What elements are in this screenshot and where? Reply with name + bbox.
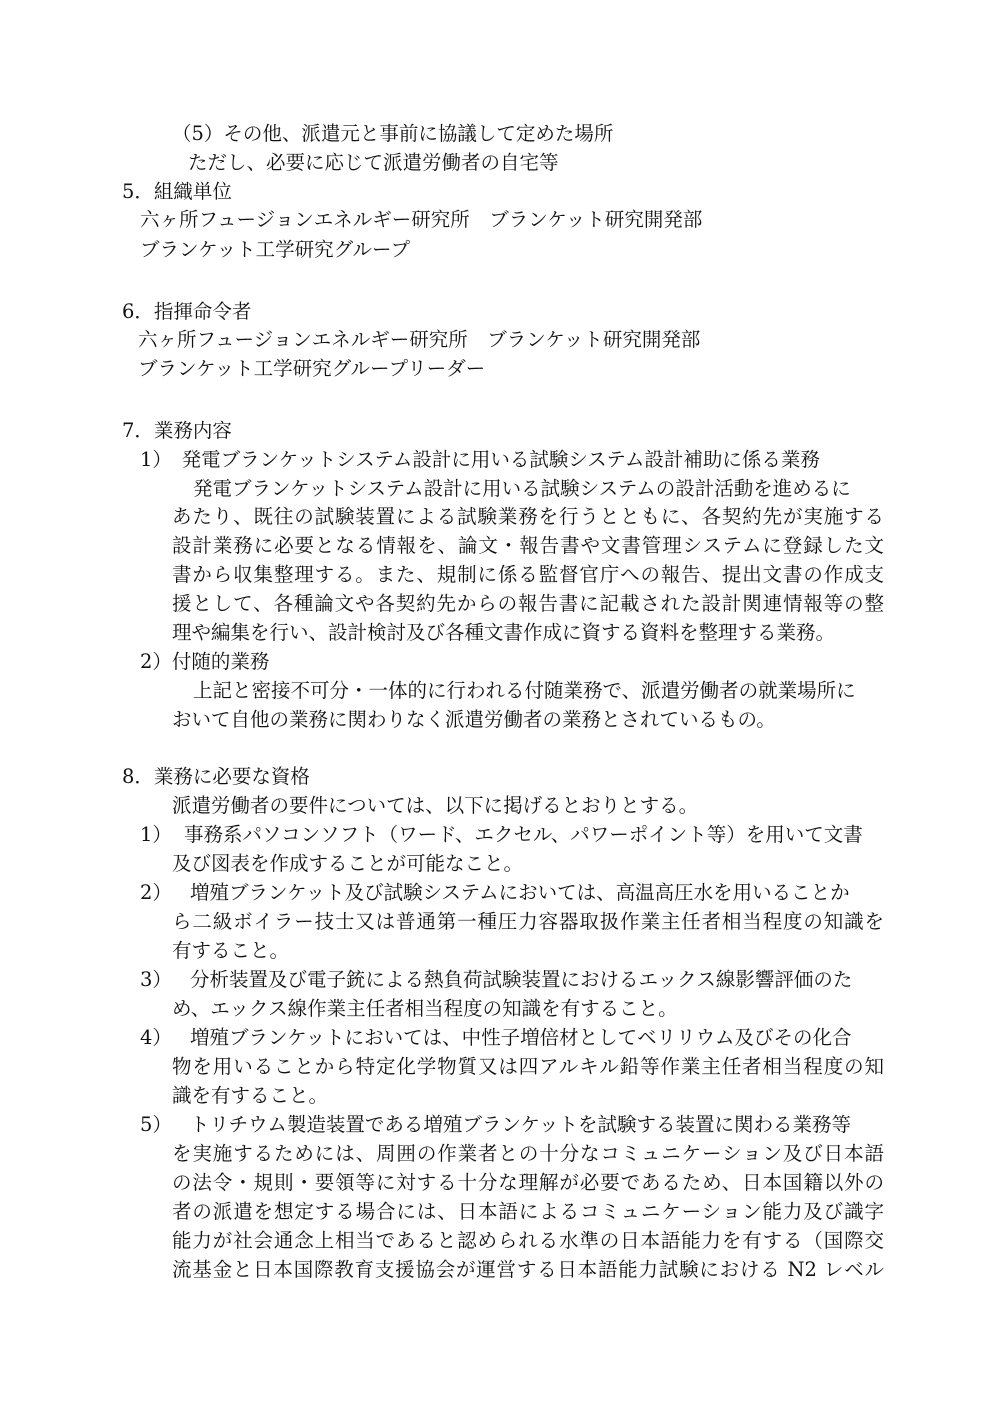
section8-item-line: を実施するためには、周囲の作業者との十分なコミュニケーション及び日本語 <box>172 1142 884 1165</box>
section7-item1-line: 設計業務に必要となる情報を、論文・報告書や文書管理システムに登録した文 <box>172 534 884 557</box>
section8-item-line: め、エックス線作業主任者相当程度の知識を有すること。 <box>172 997 678 1020</box>
section8-item-line: 物を用いることから特定化学物質又は四アルキル鉛等作業主任者相当程度の知 <box>172 1055 884 1078</box>
section8-item-line: 識を有すること。 <box>172 1084 329 1107</box>
section6-heading: 6．指揮命令者 <box>122 300 252 323</box>
section8-item-line: 事務系パソコンソフト（ワード、エクセル、パワーポイント等）を用いて文書 <box>184 823 863 846</box>
section8-heading: 8．業務に必要な資格 <box>122 765 310 788</box>
section6-line2: ブランケット工学研究グループリーダー <box>138 357 486 380</box>
section8-item-line: 者の派遣を想定する場合には、日本語によるコミュニケーション能力及び識字 <box>172 1200 884 1223</box>
section7-item1-line: あたり、既往の試験装置による試験業務を行うとともに、各契約先が実施する <box>172 505 884 528</box>
item4-note-text: ただし、必要に応じて派遣労働者の自宅等 <box>188 151 559 174</box>
section5-line2: ブランケット工学研究グループ <box>140 238 411 261</box>
section8-item-line: 分析装置及び電子銃による熱負荷試験装置におけるエックス線影響評価のた <box>190 968 853 991</box>
section7-item1-line: 援として、各種論文や各契約先からの報告書に記載された設計関連情報等の整 <box>172 592 884 615</box>
section7-item2-line: 上記と密接不可分・一体的に行われる付随業務で、派遣労働者の就業場所に <box>193 679 856 702</box>
section8-item-line: トリチウム製造装置である増殖ブランケットを試験する装置に関わる業務等 <box>190 1113 852 1136</box>
section5-line1: 六ヶ所フュージョンエネルギー研究所 ブランケット研究開発部 <box>140 208 703 231</box>
section8-item-label: 3） <box>140 968 172 991</box>
section7-item1-line: 理や編集を行い、設計検討及び各種文書作成に資する資料を整理する業務。 <box>172 621 836 644</box>
section8-item-line: 流基金と日本国際教育支援協会が運営する日本語能力試験における N2 レベル <box>172 1258 884 1281</box>
section7-item1-line: 発電ブランケットシステム設計に用いる試験システムの設計活動を進めるに <box>193 477 851 500</box>
section8-item-line: 有すること。 <box>172 939 290 962</box>
section7-item1-title: 1） 発電ブランケットシステム設計に用いる試験システム設計補助に係る業務 <box>140 448 820 471</box>
section7-heading: 7．業務内容 <box>122 419 232 442</box>
section8-item-label: 4） <box>140 1026 172 1049</box>
section8-item-line: 及び図表を作成することが可能なこと。 <box>172 852 524 875</box>
section8-item-label: 1） <box>140 823 172 846</box>
section8-item-label: 5） <box>140 1113 172 1136</box>
section8-item-line: 増殖ブランケット及び試験システムにおいては、高温高圧水を用いることか <box>190 881 850 904</box>
section8-item-label: 2） <box>140 881 172 904</box>
section8-item-line: 能力が社会通念上相当であると認められる水準の日本語能力を有する（国際交 <box>172 1229 884 1252</box>
item4-sub5-text: （5）その他、派遣元と事前に協議して定めた場所 <box>172 122 614 145</box>
section8-item-line: の法令・規則・要領等に対する十分な理解が必要であるため、日本国籍以外の <box>172 1171 884 1194</box>
section8-item-line: ら二級ボイラー技士又は普通第一種圧力容器取扱作業主任者相当程度の知識を <box>172 910 884 933</box>
section8-intro: 派遣労働者の要件については、以下に掲げるとおりとする。 <box>172 794 699 817</box>
section8-item-line: 増殖ブランケットにおいては、中性子増倍材としてベリリウム及びその化合 <box>190 1026 852 1049</box>
section7-item1-line: 書から収集整理する。また、規制に係る監督官庁への報告、提出文書の作成支 <box>172 563 884 586</box>
section5-heading: 5．組織単位 <box>122 180 232 203</box>
section7-item2-line: おいて自他の業務に関わりなく派遣労働者の業務とされているもの。 <box>172 708 776 731</box>
section7-item2-title: 2）付随的業務 <box>140 650 270 673</box>
section6-line1: 六ヶ所フュージョンエネルギー研究所 ブランケット研究開発部 <box>138 328 701 351</box>
